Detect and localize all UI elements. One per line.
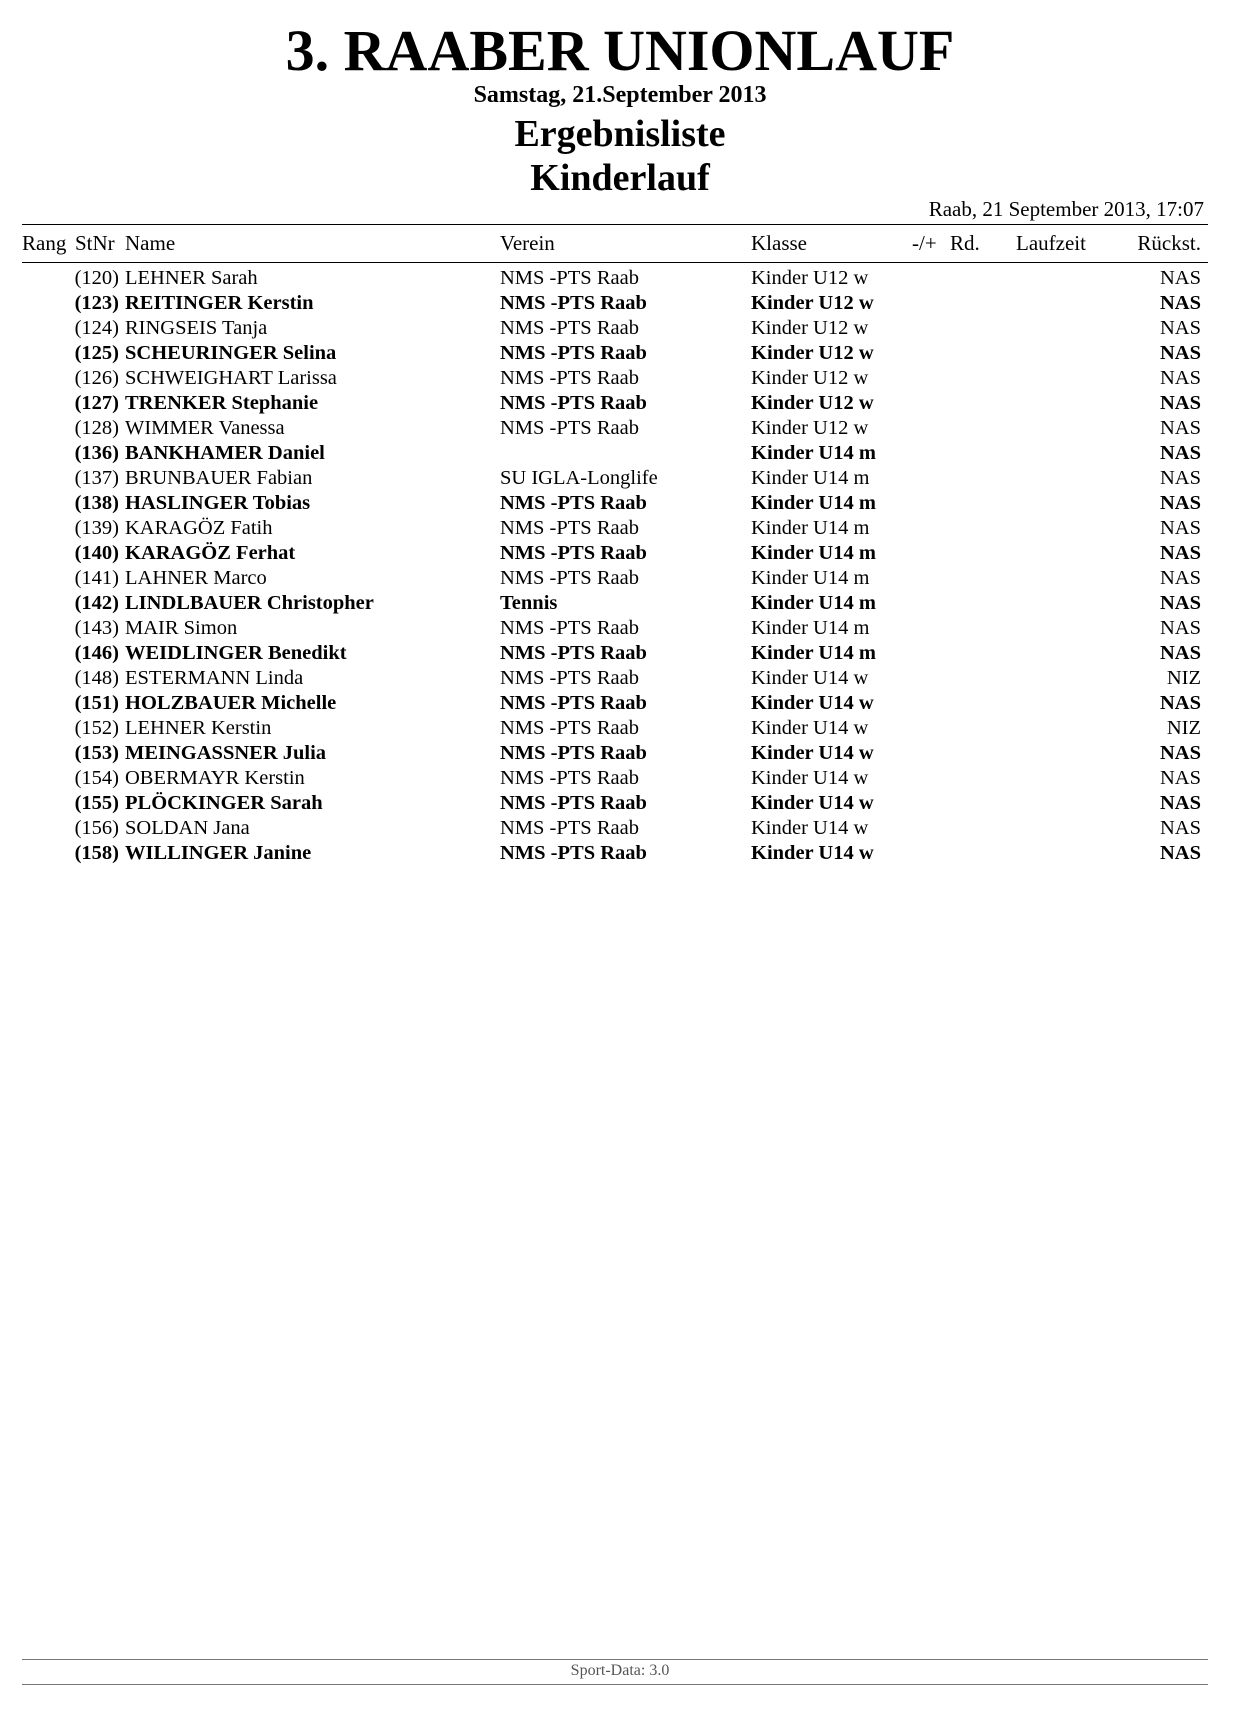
cell-klasse: Kinder U14 m: [751, 542, 876, 564]
cell-klasse: Kinder U14 m: [751, 567, 870, 589]
table-row: [0, 541, 1240, 566]
cell-verein: NMS -PTS Raab: [500, 692, 647, 714]
column-header-plus-minus: -/+: [912, 231, 937, 255]
cell-name: BANKHAMER Daniel: [125, 442, 325, 464]
table-row: [0, 491, 1240, 516]
column-header-rang: Rang: [22, 231, 67, 255]
cell-verein: SU IGLA-Longlife: [500, 467, 658, 489]
cell-name: OBERMAYR Kerstin: [125, 767, 305, 789]
cell-klasse: Kinder U14 m: [751, 642, 876, 664]
cell-verein: NMS -PTS Raab: [500, 817, 639, 839]
cell-name: MEINGASSNER Julia: [125, 742, 327, 764]
print-info: Raab, 21 September 2013, 17:07: [928, 197, 1204, 221]
cell-status: NAS: [1159, 542, 1201, 564]
header-bottom-rule: [22, 262, 1208, 263]
table-row: [0, 641, 1240, 666]
cell-name: MAIR Simon: [125, 617, 238, 639]
cell-name: WILLINGER Janine: [125, 842, 312, 864]
table-row: [0, 466, 1240, 491]
cell-klasse: Kinder U12 w: [751, 317, 869, 339]
results-table: [0, 266, 1240, 866]
cell-stnr: (128): [74, 417, 119, 439]
column-header-klasse: Klasse: [751, 231, 807, 255]
cell-status: NAS: [1159, 792, 1201, 814]
cell-klasse: Kinder U14 w: [751, 717, 869, 739]
cell-name: LEHNER Sarah: [125, 267, 258, 289]
header-top-rule: [22, 224, 1208, 225]
cell-status: NAS: [1159, 842, 1201, 864]
cell-name: BRUNBAUER Fabian: [125, 467, 313, 489]
cell-klasse: Kinder U14 m: [751, 492, 876, 514]
cell-name: LAHNER Marco: [125, 567, 267, 589]
cell-name: KARAGÖZ Ferhat: [125, 542, 296, 564]
cell-verein: NMS -PTS Raab: [500, 717, 639, 739]
cell-verein: NMS -PTS Raab: [500, 842, 647, 864]
table-row: [0, 591, 1240, 616]
cell-verein: Tennis: [500, 592, 558, 614]
cell-stnr: (124): [74, 317, 119, 339]
cell-verein: NMS -PTS Raab: [500, 742, 647, 764]
cell-verein: NMS -PTS Raab: [500, 542, 647, 564]
cell-stnr: (155): [74, 792, 119, 814]
cell-stnr: (158): [74, 842, 119, 864]
cell-stnr: (126): [74, 367, 119, 389]
cell-klasse: Kinder U14 w: [751, 792, 874, 814]
table-row: [0, 391, 1240, 416]
cell-verein: NMS -PTS Raab: [500, 392, 647, 414]
cell-klasse: Kinder U14 w: [751, 842, 874, 864]
cell-klasse: Kinder U12 w: [751, 292, 874, 314]
cell-verein: NMS -PTS Raab: [500, 417, 639, 439]
cell-status: NAS: [1159, 492, 1201, 514]
cell-klasse: Kinder U14 w: [751, 817, 869, 839]
cell-name: SOLDAN Jana: [125, 817, 250, 839]
cell-stnr: (140): [74, 542, 119, 564]
cell-status: NAS: [1159, 517, 1201, 539]
cell-status: NAS: [1159, 367, 1201, 389]
cell-klasse: Kinder U14 m: [751, 467, 870, 489]
table-row: [0, 566, 1240, 591]
cell-stnr: (146): [74, 642, 119, 664]
cell-status: NAS: [1159, 417, 1201, 439]
cell-status: NAS: [1159, 567, 1201, 589]
cell-status: NAS: [1159, 592, 1201, 614]
cell-verein: NMS -PTS Raab: [500, 767, 639, 789]
table-row: [0, 691, 1240, 716]
table-row: [0, 716, 1240, 741]
cell-klasse: Kinder U14 m: [751, 592, 876, 614]
cell-stnr: (123): [74, 292, 119, 314]
cell-name: WEIDLINGER Benedikt: [125, 642, 347, 664]
cell-verein: NMS -PTS Raab: [500, 792, 647, 814]
table-row: [0, 316, 1240, 341]
cell-stnr: (120): [74, 267, 119, 289]
cell-klasse: Kinder U14 w: [751, 767, 869, 789]
cell-name: WIMMER Vanessa: [125, 417, 285, 439]
table-row: [0, 341, 1240, 366]
cell-name: REITINGER Kerstin: [125, 292, 314, 314]
column-header-laufzeit: Laufzeit: [1016, 231, 1086, 255]
cell-stnr: (136): [74, 442, 119, 464]
cell-klasse: Kinder U14 w: [751, 692, 874, 714]
cell-status: NAS: [1159, 767, 1201, 789]
cell-klasse: Kinder U14 m: [751, 442, 876, 464]
cell-name: HOLZBAUER Michelle: [125, 692, 337, 714]
cell-verein: NMS -PTS Raab: [500, 667, 639, 689]
cell-klasse: Kinder U12 w: [751, 367, 869, 389]
column-header-stnr: StNr: [75, 231, 115, 255]
cell-name: PLÖCKINGER Sarah: [125, 792, 323, 814]
cell-status: NIZ: [1166, 667, 1201, 689]
table-row: [0, 616, 1240, 641]
cell-stnr: (152): [74, 717, 119, 739]
cell-status: NAS: [1159, 317, 1201, 339]
cell-klasse: Kinder U12 w: [751, 417, 869, 439]
cell-status: NAS: [1159, 292, 1201, 314]
cell-stnr: (137): [74, 467, 119, 489]
cell-stnr: (139): [74, 517, 119, 539]
cell-status: NAS: [1159, 467, 1201, 489]
column-header-rueckstand: Rückst.: [1137, 231, 1201, 255]
cell-verein: NMS -PTS Raab: [500, 617, 639, 639]
cell-name: TRENKER Stephanie: [125, 392, 319, 414]
table-row: [0, 766, 1240, 791]
cell-verein: NMS -PTS Raab: [500, 342, 647, 364]
cell-status: NIZ: [1166, 717, 1201, 739]
cell-stnr: (143): [74, 617, 119, 639]
cell-verein: NMS -PTS Raab: [500, 642, 647, 664]
cell-name: HASLINGER Tobias: [125, 492, 311, 514]
footer-bottom-rule: [22, 1684, 1208, 1685]
cell-klasse: Kinder U12 w: [751, 392, 874, 414]
cell-name: KARAGÖZ Fatih: [125, 517, 273, 539]
cell-status: NAS: [1159, 692, 1201, 714]
cell-stnr: (141): [74, 567, 119, 589]
table-row: [0, 791, 1240, 816]
cell-verein: NMS -PTS Raab: [500, 517, 639, 539]
cell-name: LINDLBAUER Christopher: [125, 592, 374, 614]
footer-text: Sport-Data: 3.0: [570, 1662, 670, 1679]
cell-verein: NMS -PTS Raab: [500, 367, 639, 389]
list-title: Ergebnisliste: [514, 113, 726, 155]
cell-stnr: (154): [74, 767, 119, 789]
cell-stnr: (142): [74, 592, 119, 614]
cell-verein: NMS -PTS Raab: [500, 267, 639, 289]
cell-stnr: (148): [74, 667, 119, 689]
cell-name: SCHEURINGER Selina: [125, 342, 337, 364]
column-header-name: Name: [125, 231, 176, 255]
cell-verein: NMS -PTS Raab: [500, 292, 647, 314]
cell-verein: NMS -PTS Raab: [500, 317, 639, 339]
table-row: [0, 666, 1240, 691]
cell-status: NAS: [1159, 642, 1201, 664]
table-row: [0, 266, 1240, 291]
column-header-rd: Rd.: [950, 231, 980, 255]
table-row: [0, 291, 1240, 316]
cell-klasse: Kinder U14 w: [751, 667, 869, 689]
cell-name: RINGSEIS Tanja: [125, 317, 268, 339]
cell-status: NAS: [1159, 442, 1201, 464]
cell-status: NAS: [1159, 817, 1201, 839]
table-row: [0, 741, 1240, 766]
cell-stnr: (138): [74, 492, 119, 514]
cell-stnr: (125): [74, 342, 119, 364]
cell-verein: NMS -PTS Raab: [500, 567, 639, 589]
race-title: Kinderlauf: [530, 157, 710, 199]
table-row: [0, 416, 1240, 441]
cell-klasse: Kinder U12 w: [751, 267, 869, 289]
cell-status: NAS: [1159, 342, 1201, 364]
table-row: [0, 816, 1240, 841]
cell-stnr: (153): [74, 742, 119, 764]
cell-status: NAS: [1159, 267, 1201, 289]
table-row: [0, 516, 1240, 541]
event-date: Samstag, 21.September 2013: [473, 82, 767, 108]
cell-klasse: Kinder U14 m: [751, 617, 870, 639]
cell-status: NAS: [1159, 392, 1201, 414]
cell-stnr: (151): [74, 692, 119, 714]
cell-status: NAS: [1159, 617, 1201, 639]
table-row: [0, 441, 1240, 466]
cell-name: ESTERMANN Linda: [125, 667, 304, 689]
cell-klasse: Kinder U14 w: [751, 742, 874, 764]
cell-status: NAS: [1159, 742, 1201, 764]
table-row: [0, 366, 1240, 391]
cell-klasse: Kinder U14 m: [751, 517, 870, 539]
table-row: [0, 841, 1240, 866]
cell-stnr: (156): [74, 817, 119, 839]
cell-verein: NMS -PTS Raab: [500, 492, 647, 514]
page-title: 3. RAABER UNIONLAUF: [285, 18, 955, 83]
column-header-verein: Verein: [500, 231, 555, 255]
cell-stnr: (127): [74, 392, 119, 414]
cell-klasse: Kinder U12 w: [751, 342, 874, 364]
cell-name: SCHWEIGHART Larissa: [125, 367, 337, 389]
cell-name: LEHNER Kerstin: [125, 717, 272, 739]
